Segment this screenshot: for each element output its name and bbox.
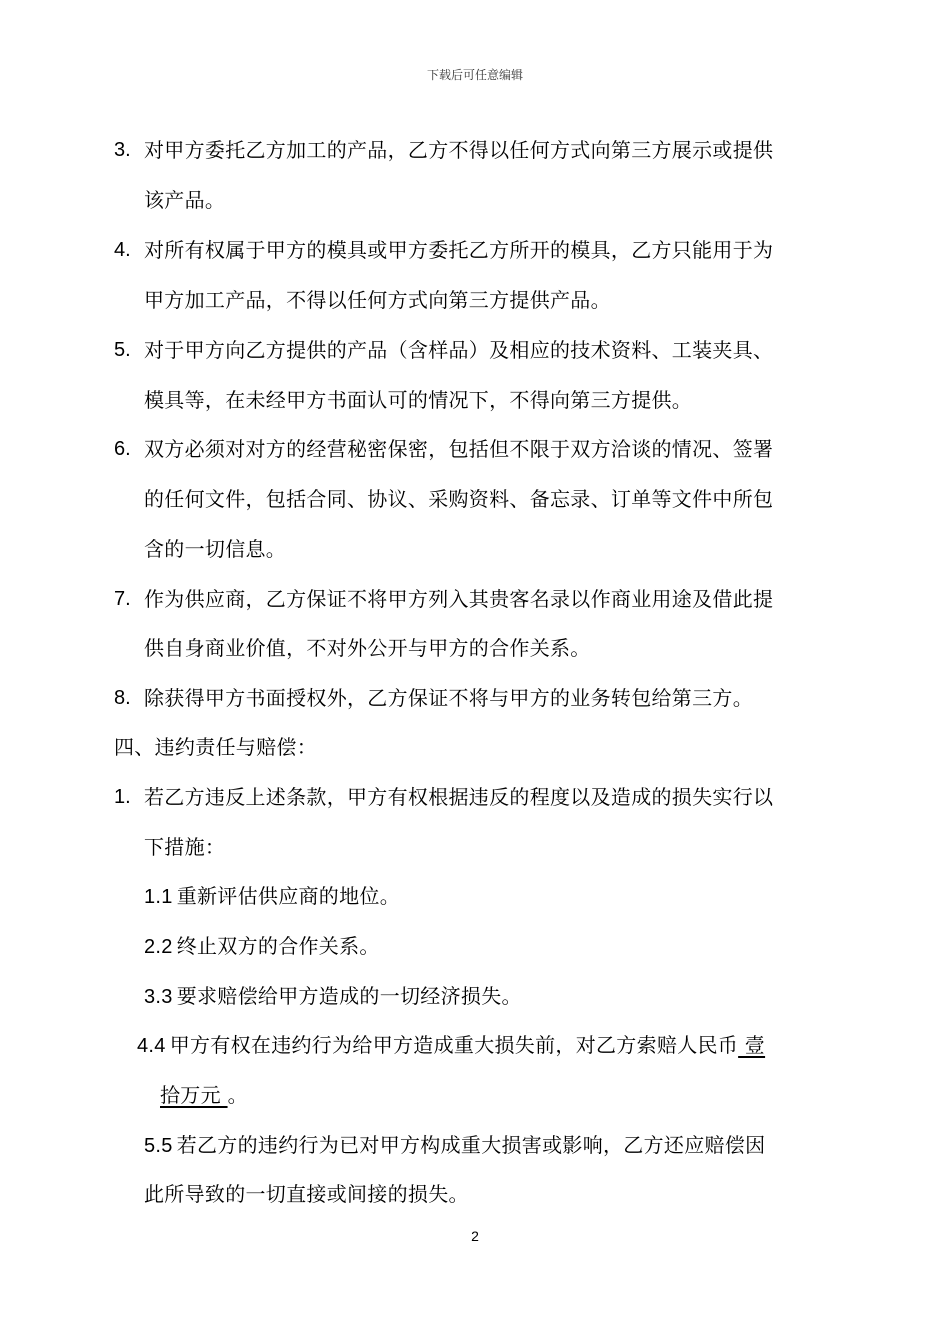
item-number: 6.: [114, 438, 131, 460]
item-text: 含的一切信息。: [144, 537, 287, 561]
measure-text: 甲方有权在违约行为给甲方造成重大损失前，对乙方索赔人民币: [169, 1033, 739, 1057]
measure-item-continuation: 此所导致的一切直接或间接的损失。: [144, 1182, 469, 1206]
item-text: 下措施：: [144, 835, 226, 859]
item-number: 1.: [114, 786, 131, 808]
measure-number: 5.5: [144, 1135, 173, 1157]
item-text: 供自身商业价值，不对外公开与甲方的合作关系。: [144, 636, 591, 660]
item-text: 的任何文件，包括合同、协议、采购资料、备忘录、订单等文件中所包: [144, 487, 774, 511]
measure-number: 4.4: [137, 1035, 166, 1057]
page-number: 2: [471, 1228, 479, 1244]
section-heading: 四、违约责任与赔偿：: [114, 735, 317, 759]
measure-number: 3.3: [144, 986, 173, 1008]
item-number: 8.: [114, 687, 131, 709]
item-text: 作为供应商，乙方保证不将甲方列入其贵客名录以作商业用途及借此提: [144, 587, 774, 611]
measure-number: 2.2: [144, 936, 173, 958]
item-number: 3.: [114, 139, 131, 161]
page-header: 下载后可任意编辑: [426, 68, 523, 82]
item-text: 除获得甲方书面授权外，乙方保证不将与甲方的业务转包给第三方。: [144, 686, 753, 710]
measure-item: [137, 1031, 765, 1060]
measure-item: [144, 982, 522, 1011]
measure-text: 若乙方的违约行为已对甲方构成重大损害或影响，乙方还应赔偿因: [176, 1133, 766, 1157]
measure-text: 要求赔偿给甲方造成的一切经济损失。: [176, 984, 522, 1008]
measure-text: 终止双方的合作关系。: [176, 934, 380, 958]
item-text: 模具等，在未经甲方书面认可的情况下，不得向第三方提供。: [144, 388, 693, 412]
item-text: 对甲方委托乙方加工的产品，乙方不得以任何方式向第三方展示或提供: [144, 138, 774, 162]
measure-item-continuation: [160, 1081, 248, 1109]
item-number: 4.: [114, 239, 131, 261]
measure-text: 。: [227, 1083, 248, 1107]
item-number: 5.: [114, 339, 131, 361]
item-text: 双方必须对对方的经营秘密保密，包括但不限于双方洽谈的情况、签署: [144, 437, 774, 461]
measure-item: [144, 1131, 765, 1160]
compensation-amount: 拾万元: [160, 1083, 228, 1107]
item-text: 甲方加工产品，不得以任何方式向第三方提供产品。: [144, 288, 611, 312]
measure-item: [144, 882, 400, 911]
measure-item: [144, 932, 380, 961]
compensation-amount: 壹: [738, 1033, 766, 1057]
item-number: 7.: [114, 588, 131, 610]
measure-text: 重新评估供应商的地位。: [176, 884, 401, 908]
item-text: 对所有权属于甲方的模具或甲方委托乙方所开的模具，乙方只能用于为: [144, 238, 774, 262]
item-text: 对于甲方向乙方提供的产品（含样品）及相应的技术资料、工装夹具、: [144, 338, 774, 362]
item-text: 该产品。: [144, 188, 226, 212]
measure-number: 1.1: [144, 886, 173, 908]
item-text: 若乙方违反上述条款，甲方有权根据违反的程度以及造成的损失实行以: [144, 785, 774, 809]
